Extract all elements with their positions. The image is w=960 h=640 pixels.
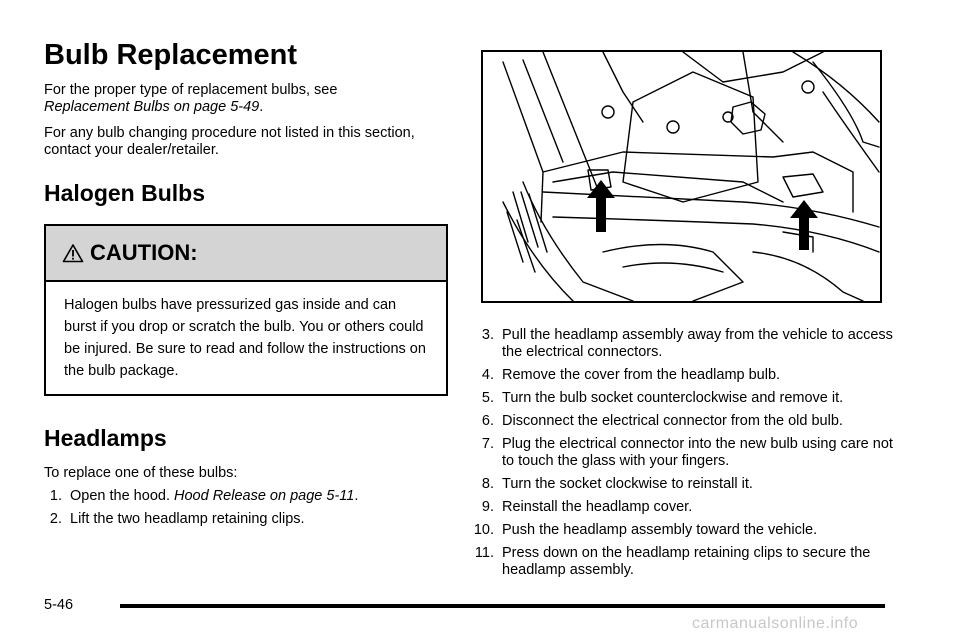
- step-number: 10.: [473, 522, 494, 538]
- hood-release-link[interactable]: Hood Release on page 5-11: [174, 488, 355, 505]
- list-item: [466, 367, 906, 384]
- watermark: carmanualsonline.info: [692, 615, 859, 632]
- step-text: Remove the cover from the headlamp bulb.: [502, 367, 781, 383]
- step-number: 1.: [49, 488, 62, 505]
- list-item: [466, 327, 906, 361]
- step-text: Push the headlamp assembly toward the vehicle.: [502, 522, 818, 538]
- step-number: 11.: [474, 545, 494, 561]
- step-number: 4.: [481, 367, 494, 383]
- step-text: Lift the two headlamp retaining clips.: [70, 511, 305, 528]
- list-item: [466, 476, 906, 493]
- step-text: Press down on the headlamp retaining clips to secure the headlamp assembly.: [502, 545, 871, 578]
- list-item: [48, 488, 448, 505]
- footer-divider: [120, 604, 885, 608]
- step-text: Plug the electrical connector into the new bulb using care not to touch the glass with your fingers.: [502, 436, 893, 469]
- step-number: 2.: [49, 511, 62, 528]
- caution-text: Halogen bulbs have pressurized gas inside and can burst if you drop or scratch the bulb. You or others could be injured. Be sure to read and follow the instructions on the bulb package.: [64, 297, 426, 380]
- list-item: [466, 522, 906, 539]
- halogen-heading: Halogen Bulbs: [44, 179, 206, 206]
- intro-text: For the proper type of replacement bulbs, see: [44, 81, 338, 98]
- list-item: [466, 413, 906, 430]
- step-text: Turn the socket clockwise to reinstall it.: [502, 476, 753, 492]
- headlamps-heading: Headlamps: [44, 425, 167, 452]
- list-item: [48, 511, 448, 528]
- headlamps-steps-list: [44, 488, 448, 528]
- caution-title: CAUTION:: [90, 240, 198, 266]
- step-text: Turn the bulb socket counterclockwise and remove it.: [502, 390, 844, 406]
- step-text: Disconnect the electrical connector from the old bulb.: [502, 413, 843, 429]
- headlamp-illustration: [481, 50, 882, 303]
- replacement-bulbs-link[interactable]: Replacement Bulbs on page 5-49: [44, 98, 260, 115]
- intro-paragraph: [44, 82, 448, 116]
- step-text: Open the hood. Hood Release on page 5-11.: [70, 488, 359, 505]
- left-column: [44, 40, 448, 534]
- page-number: 5-46: [44, 597, 74, 613]
- warning-triangle-icon: [62, 243, 84, 263]
- list-item: [466, 499, 906, 516]
- step-number: 3.: [481, 327, 494, 343]
- caution-box: [44, 224, 448, 396]
- step-number: 7.: [481, 436, 494, 452]
- headlamp-line-drawing: [483, 52, 880, 301]
- step-text: Pull the headlamp assembly away from the vehicle to access the electrical connectors.: [502, 327, 893, 360]
- step-number: 5.: [481, 390, 494, 406]
- step-number: 6.: [481, 413, 494, 429]
- step-number: 9.: [481, 499, 494, 515]
- right-column: [466, 327, 906, 585]
- list-item: [466, 545, 906, 579]
- headlamps-intro: To replace one of these bulbs:: [44, 465, 238, 482]
- list-item: [466, 436, 906, 470]
- page-title: Bulb Replacement: [44, 39, 297, 71]
- intro-period: .: [259, 98, 264, 115]
- step-text: Reinstall the headlamp cover.: [502, 499, 693, 515]
- dealer-paragraph: For any bulb changing procedure not listed in this section, contact your dealer/retailer.: [44, 124, 415, 158]
- steps-list: [466, 327, 906, 579]
- caution-header: [46, 226, 446, 282]
- list-item: [466, 390, 906, 407]
- step-number: 8.: [481, 476, 494, 492]
